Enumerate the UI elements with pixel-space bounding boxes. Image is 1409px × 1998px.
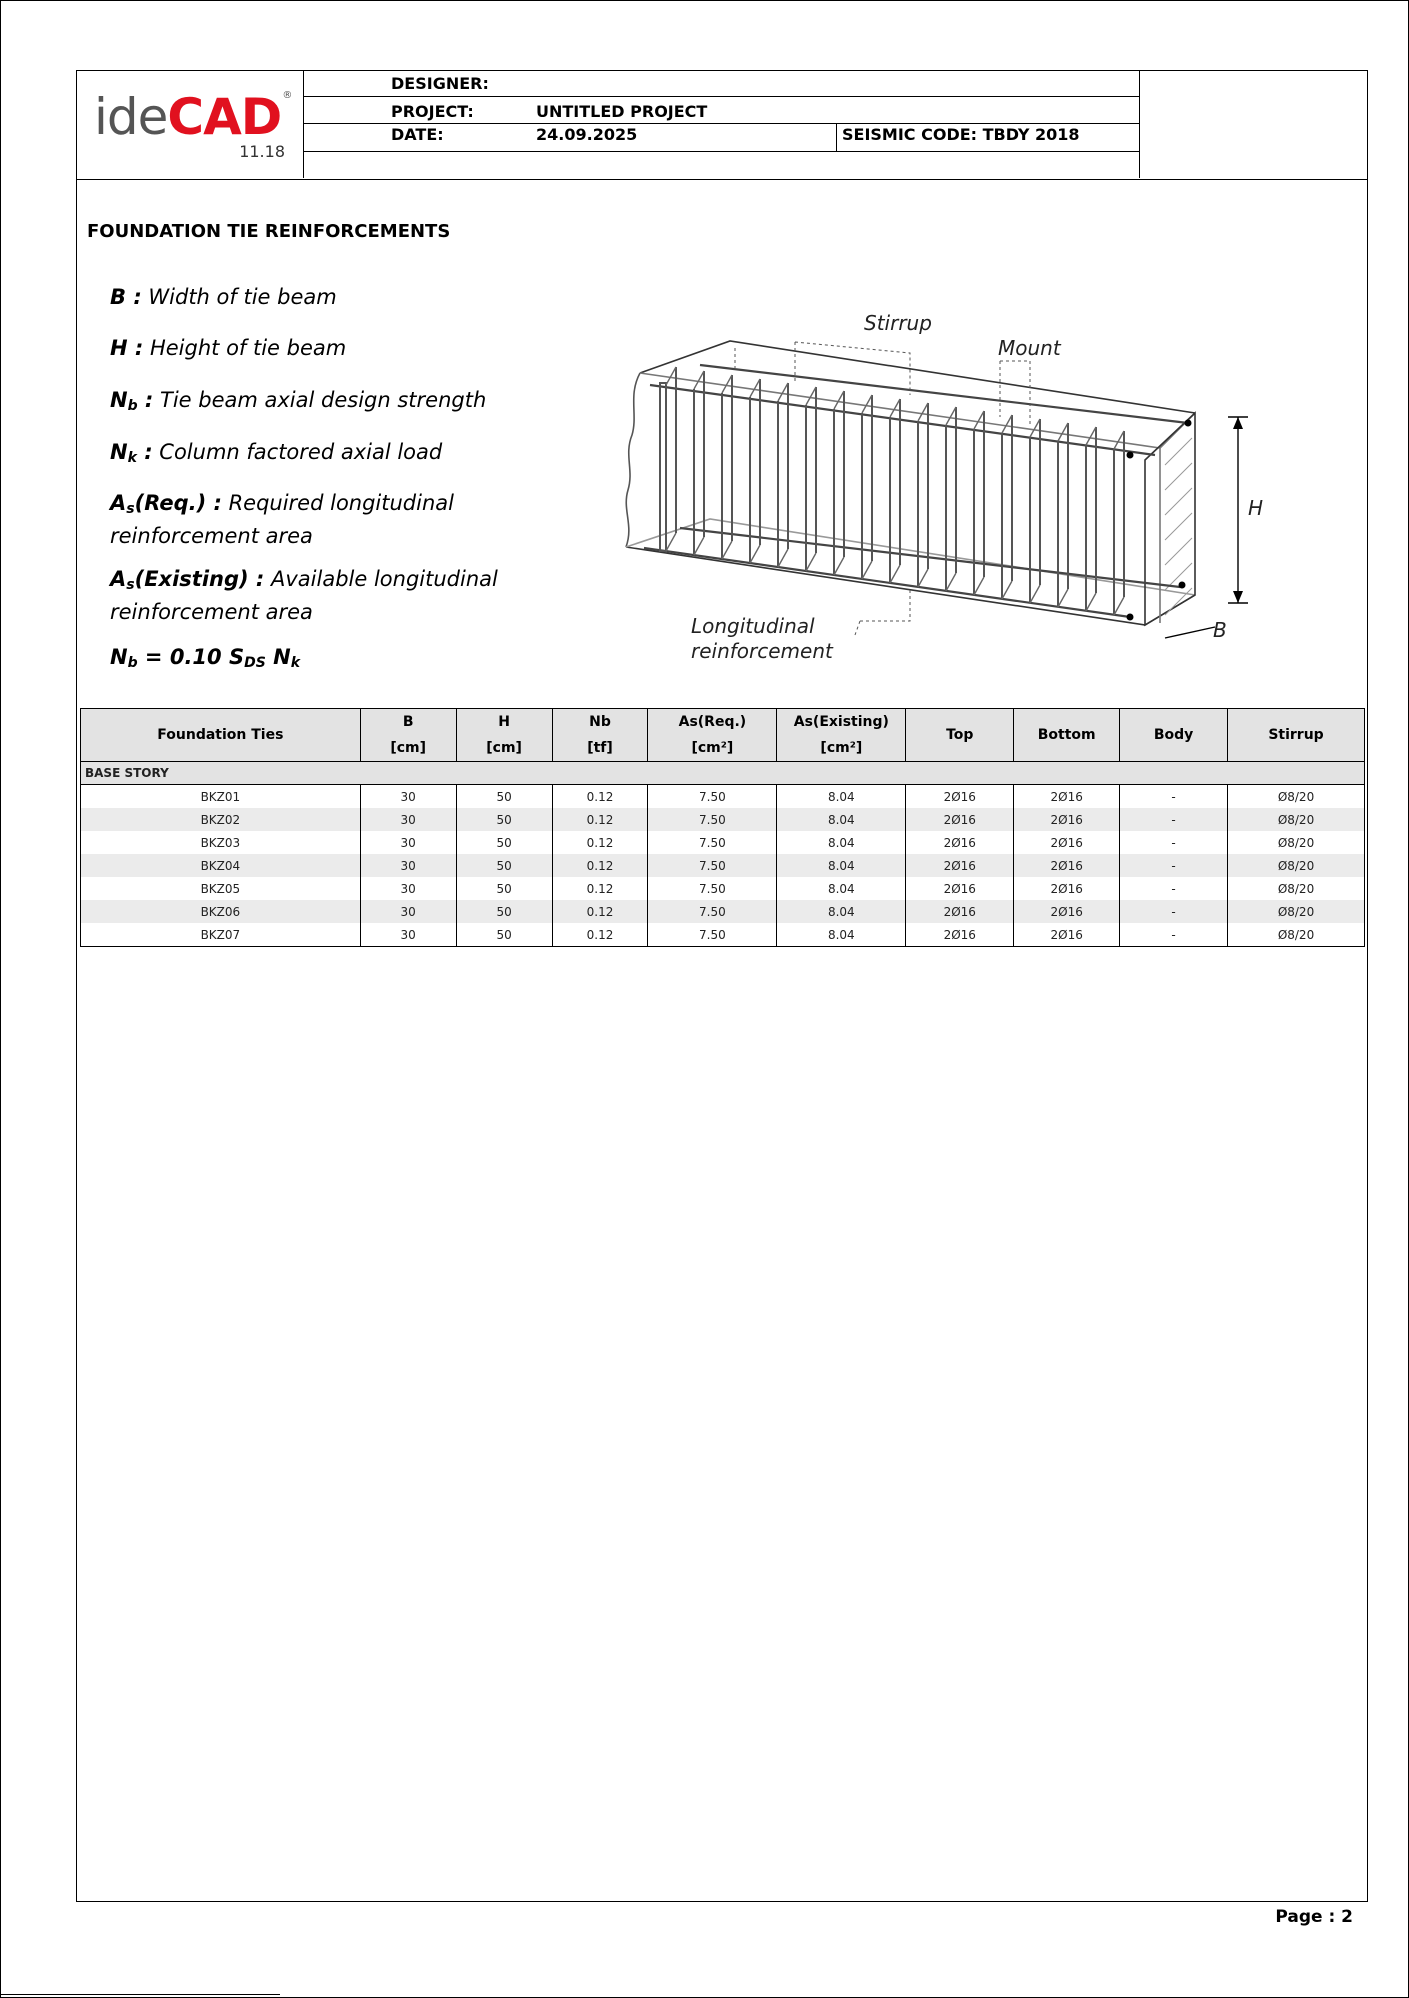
legend-term-sub: b [127, 398, 138, 414]
table-row [81, 808, 1365, 831]
table-cell: 30 [360, 785, 456, 809]
table-cell: Ø8/20 [1228, 831, 1365, 854]
table-cell: 2Ø16 [906, 900, 1014, 923]
longitudinal-label-2: reinforcement [691, 639, 833, 663]
table-cell: BKZ06 [81, 900, 361, 923]
table-cell: 2Ø16 [1014, 923, 1120, 947]
table-cell: - [1120, 785, 1228, 809]
table-cell: 30 [360, 831, 456, 854]
table-cell: BKZ02 [81, 808, 361, 831]
table-row [81, 831, 1365, 854]
table-row [81, 854, 1365, 877]
legend-desc: Width of tie beam [141, 285, 337, 309]
table-cell: 0.12 [552, 831, 648, 854]
legend-desc: Height of tie beam [143, 336, 347, 360]
table-cell: - [1120, 808, 1228, 831]
legend-desc-line2: reinforcement area [110, 524, 313, 548]
table-cell: - [1120, 854, 1228, 877]
table-cell: 8.04 [777, 785, 906, 809]
table-cell: 2Ø16 [1014, 854, 1120, 877]
table-cell: 0.12 [552, 808, 648, 831]
table-cell: 8.04 [777, 808, 906, 831]
table-cell: BKZ05 [81, 877, 361, 900]
legend-as-existing [110, 566, 498, 626]
legend-term-sub: k [127, 450, 137, 466]
longitudinal-label-1: Longitudinal [691, 614, 815, 638]
table-cell: 7.50 [648, 831, 777, 854]
legend-term-sub: s [126, 501, 135, 517]
seismic-code: SEISMIC CODE: TBDY 2018 [842, 125, 1080, 144]
col-header-bottom: Bottom [1014, 709, 1120, 762]
b-dimension-label: B [1213, 618, 1227, 642]
tie-beam-diagram [620, 305, 1280, 675]
h-dimension-label: H [1248, 496, 1264, 520]
table-cell: 30 [360, 923, 456, 947]
logo-text-cad: CAD [167, 88, 282, 146]
group-label: BASE STORY [81, 762, 1365, 785]
col-header-b: B [cm] [360, 709, 456, 762]
table-cell: 30 [360, 900, 456, 923]
table-cell: 7.50 [648, 854, 777, 877]
table-cell: 7.50 [648, 923, 777, 947]
mount-label: Mount [998, 336, 1061, 360]
legend-h [110, 335, 346, 362]
date-value: 24.09.2025 [536, 125, 638, 144]
version-label: 11.18 [239, 142, 285, 161]
table-cell: BKZ04 [81, 854, 361, 877]
col-header-body: Body [1120, 709, 1228, 762]
table-cell: 2Ø16 [906, 831, 1014, 854]
table-cell: 8.04 [777, 923, 906, 947]
table-cell: 50 [456, 900, 552, 923]
table-cell: Ø8/20 [1228, 785, 1365, 809]
table-header-row [81, 709, 1365, 762]
foundation-ties-table [80, 708, 1365, 947]
table-cell: 50 [456, 877, 552, 900]
table-cell: Ø8/20 [1228, 923, 1365, 947]
legend-as-req [110, 490, 454, 550]
legend-desc: Column factored axial load [152, 440, 443, 464]
col-header-h: H [cm] [456, 709, 552, 762]
table-row [81, 923, 1365, 947]
table-row [81, 785, 1365, 809]
table-cell: - [1120, 923, 1228, 947]
legend-term-end: (Req.) : [134, 491, 222, 515]
table-cell: 2Ø16 [906, 854, 1014, 877]
table-cell: - [1120, 831, 1228, 854]
col-header-stirrup: Stirrup [1228, 709, 1365, 762]
table-cell: 2Ø16 [906, 877, 1014, 900]
table-cell: 0.12 [552, 877, 648, 900]
table-cell: 2Ø16 [1014, 877, 1120, 900]
group-row [81, 762, 1365, 785]
table-cell: 50 [456, 808, 552, 831]
table-cell: 50 [456, 831, 552, 854]
registered-mark: ® [282, 90, 292, 101]
legend-desc: Required longitudinal [221, 491, 454, 515]
legend-term-sub: s [126, 577, 135, 593]
legend-term: A [110, 567, 127, 591]
table-cell: Ø8/20 [1228, 854, 1365, 877]
legend-b [110, 284, 337, 311]
legend-term: B : [110, 285, 142, 309]
table-cell: 7.50 [648, 900, 777, 923]
designer-label: DESIGNER: [391, 74, 489, 93]
table-cell: 2Ø16 [1014, 831, 1120, 854]
table-cell: 2Ø16 [906, 785, 1014, 809]
table-cell: 7.50 [648, 808, 777, 831]
table-cell: 8.04 [777, 854, 906, 877]
table-cell: 50 [456, 854, 552, 877]
table-cell: 2Ø16 [1014, 808, 1120, 831]
table-cell: 8.04 [777, 831, 906, 854]
logo-cell [76, 70, 304, 178]
table-cell: - [1120, 877, 1228, 900]
project-label: PROJECT: [391, 102, 474, 121]
table-cell: 50 [456, 785, 552, 809]
table-cell: Ø8/20 [1228, 900, 1365, 923]
legend-term: N [110, 388, 128, 412]
table-cell: 7.50 [648, 785, 777, 809]
table-cell: 7.50 [648, 877, 777, 900]
legend-term: N [110, 440, 128, 464]
table-cell: BKZ03 [81, 831, 361, 854]
page-number: Page : 2 [1275, 1907, 1353, 1927]
formula: $N_b = 0.10$ $S_{DS}$ $N_k$ [110, 645, 300, 671]
bottom-rule [0, 1994, 280, 1995]
legend-term-end: (Existing) : [134, 567, 265, 591]
table-cell: 0.12 [552, 923, 648, 947]
date-label: DATE: [391, 125, 444, 144]
table-cell: 0.12 [552, 785, 648, 809]
table-cell: 2Ø16 [1014, 785, 1120, 809]
table-cell: Ø8/20 [1228, 877, 1365, 900]
legend-term-end: : [136, 440, 153, 464]
legend-nk [110, 439, 442, 472]
table-cell: 2Ø16 [906, 923, 1014, 947]
table-row [81, 877, 1365, 900]
table-row [81, 900, 1365, 923]
idecad-logo [94, 88, 292, 146]
table-cell: 2Ø16 [1014, 900, 1120, 923]
table-cell: 2Ø16 [906, 808, 1014, 831]
legend-term: H : [110, 336, 144, 360]
table-cell: 0.12 [552, 900, 648, 923]
report-header [76, 70, 1368, 180]
logo-text-ide: ide [94, 88, 168, 146]
table-cell: 50 [456, 923, 552, 947]
col-header-top: Top [906, 709, 1014, 762]
legend-nb [110, 387, 486, 420]
legend-desc-line2: reinforcement area [110, 600, 313, 624]
table-cell: 8.04 [777, 900, 906, 923]
project-value: UNTITLED PROJECT [536, 102, 708, 121]
col-header-as-req: As(Req.) [cm²] [648, 709, 777, 762]
legend-desc: Available longitudinal [264, 567, 498, 591]
legend-desc: Tie beam axial design strength [153, 388, 487, 412]
col-header-nb: Nb [tf] [552, 709, 648, 762]
table-cell: 8.04 [777, 877, 906, 900]
table-cell: BKZ01 [81, 785, 361, 809]
table-cell: - [1120, 900, 1228, 923]
col-header-as-existing: As(Existing) [cm²] [777, 709, 906, 762]
table-cell: 30 [360, 877, 456, 900]
col-header-foundation-ties: Foundation Ties [81, 709, 361, 762]
table-cell: 30 [360, 854, 456, 877]
table-cell: 0.12 [552, 854, 648, 877]
legend-term: A [110, 491, 127, 515]
legend-term-end: : [137, 388, 154, 412]
table-cell: 30 [360, 808, 456, 831]
table-cell: Ø8/20 [1228, 808, 1365, 831]
stirrup-label: Stirrup [864, 311, 932, 335]
info-grid [304, 70, 1140, 178]
section-title: FOUNDATION TIE REINFORCEMENTS [87, 221, 451, 242]
table-cell: BKZ07 [81, 923, 361, 947]
